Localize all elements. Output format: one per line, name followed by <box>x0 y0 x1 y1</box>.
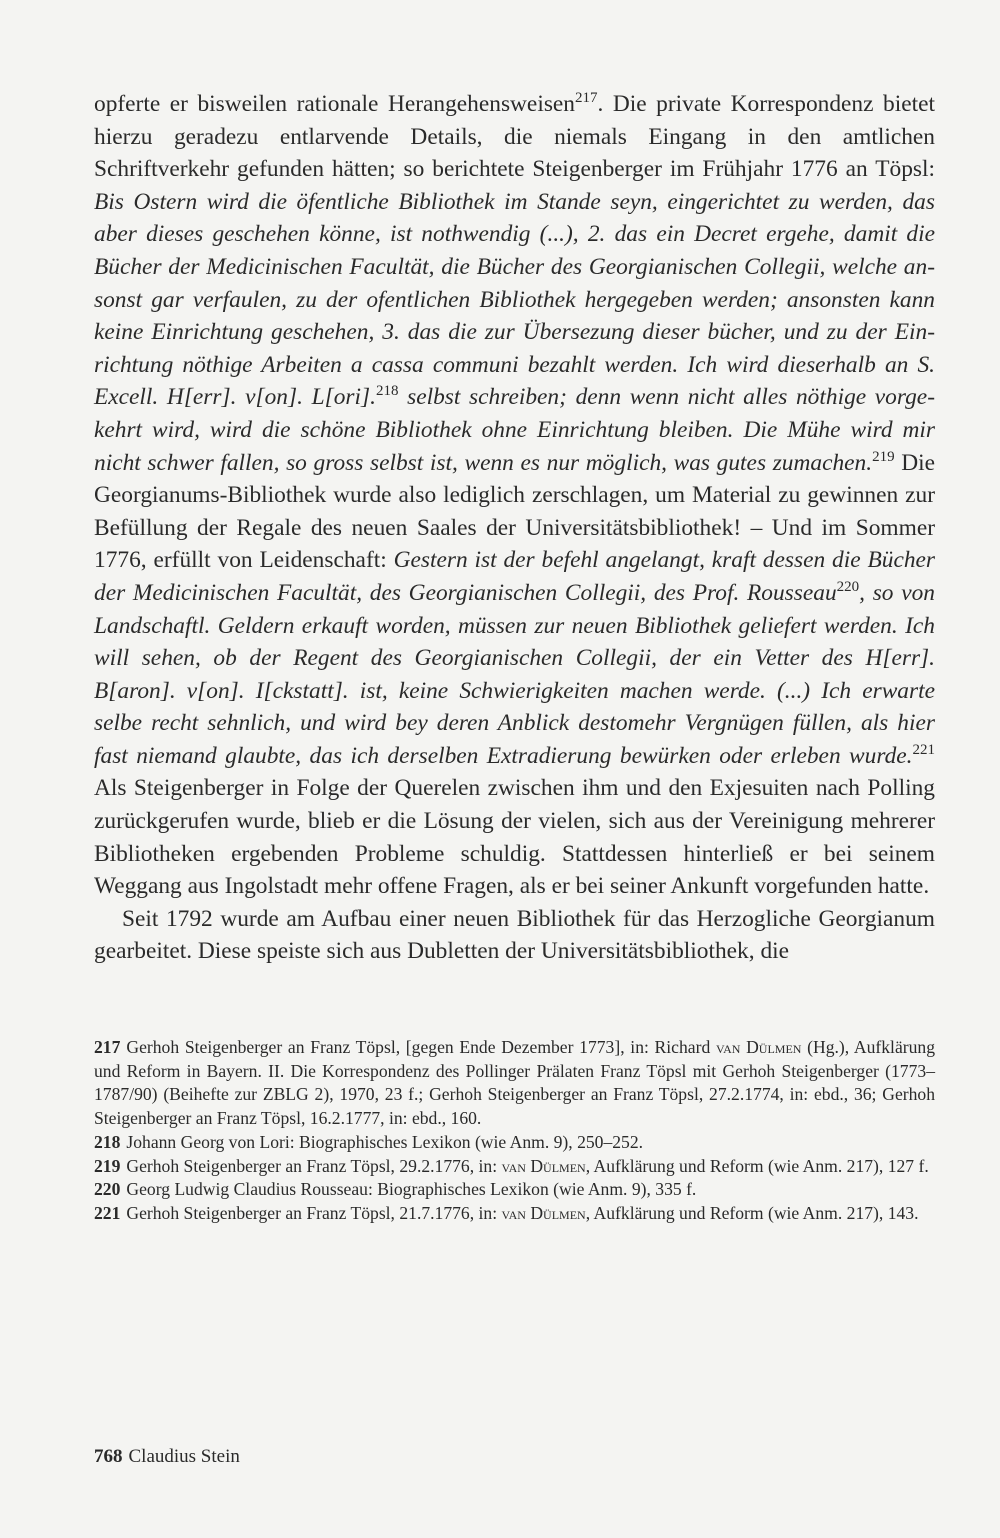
footnote-number: 217 <box>94 1037 121 1057</box>
footnote <box>94 1202 935 1226</box>
running-author: Claudius Stein <box>128 1446 240 1467</box>
footnote-ref-220[interactable]: 220 <box>836 578 860 595</box>
footnotes <box>94 1036 935 1226</box>
author-name: van Dülmen <box>501 1202 586 1223</box>
paragraph-1 <box>94 88 935 903</box>
author-name: van Dülmen <box>715 1037 802 1057</box>
footnote-text: Georg Ludwig Claudius Rousseau: Biographisches Lexikon (wie Anm. 9), 335 f. <box>126 1179 697 1200</box>
text-run: Als Steigenberger in Folge der Querelen zwischen ihm und den Exjesuiten nach Polling zurückgerufen wurde, blieb er die Lösung der vielen, sich aus der Vereinigung mehrerer Bibliotheken ergebenden Probleme schuldig. Stattdessen hinterließ er bei seinem Weggang aus Ingolstadt mehr offene Fragen, als er bei seiner Ankunft vorgefunden hatte. <box>94 775 935 900</box>
footnote-text: Gerhoh Steigenberger an Franz Töpsl, 21.7.1776, in: <box>126 1202 502 1223</box>
footnote-text: , Aufklärung und Reform (wie Anm. 217), 143. <box>585 1202 919 1223</box>
footnote-text: Gerhoh Steigenberger an Franz Töpsl, [gegen Ende Dezember 1773], in: Richard <box>126 1037 716 1057</box>
quotation: , so von Landschaftl. Geldern erkauft worden, müssen zur neuen Bibliothek geliefert werden. Ich will sehen, ob der Regent des Georgianischen Collegii, der ein Vetter des H[err]. B[aron]. v[on]. I[ckstatt]. ist, keine Schwierigkeiten machen werde. (...) Ich erwarte selbe recht sehnlich, und wird bey deren Anblick destomehr Vergnügen füllen, als hier fast niemand glaubte, das ich derselben Extradierung bewürken oder erleben wurde. <box>94 579 935 769</box>
footnote-ref-217[interactable]: 217 <box>575 90 598 106</box>
text-run: opferte er bisweilen rationale Herangehensweisen <box>94 91 575 117</box>
footnote-number: 218 <box>94 1131 121 1152</box>
footnote-number: 219 <box>94 1155 121 1176</box>
quotation: selbst schreiben; denn wenn nicht alles nöthige vorgekehrt wird, wird die schöne Bibliothek ohne Einrichtung bleiben. Die Mühe wird mir nicht schwer fallen, so gross selbst ist, wenn es nur möglich, was gutes zumachen. <box>94 384 935 476</box>
footnote <box>94 1036 935 1131</box>
footnote-ref-218[interactable]: 218 <box>375 383 399 400</box>
footnote <box>94 1155 935 1179</box>
paragraph-2: Seit 1792 wurde am Aufbau einer neuen Bibliothek für das Herzogliche Georgianum gearbeitet. Diese speiste sich aus Dubletten der Universitätsbibliothek, die <box>94 905 935 965</box>
footnote-ref-219[interactable]: 219 <box>872 448 895 465</box>
page-footer <box>94 1445 240 1469</box>
footnote-number: 221 <box>94 1202 121 1223</box>
text-run: Die Georgianums-Bibliothek wurde also lediglich zerschlagen, um Material zu gewinnen zur Befüllung der Regale des neuen Saales der Universitätsbibliothek! – Und im Sommer 1776, erfüllt von Leidenschaft: <box>94 449 935 574</box>
footnote <box>94 1178 935 1202</box>
footnote-text: Johann Georg von Lori: Biographisches Lexikon (wie Anm. 9), 250–252. <box>126 1131 644 1152</box>
quotation: Gestern ist der befehl angelangt, kraft dessen die Bücher der Medicinischen Facultät, des Georgianischen Collegii, des Prof. Rousseau <box>94 547 936 606</box>
footnote-text: , Aufklärung und Reform (wie Anm. 217), 127 f. <box>585 1155 929 1176</box>
footnote-ref-221[interactable]: 221 <box>912 741 935 758</box>
footnote <box>94 1131 935 1155</box>
author-name: van Dülmen <box>501 1155 586 1176</box>
text-run: . Die private Korrespondenz bietet hierzu geradezu entlarvende Details, die niemals Eingang in den amtlichen Schriftverkehr gefunden hätten; so berichtete Steigenberger im Frühjahr 1776 an Töpsl: <box>94 91 935 183</box>
main-text <box>94 88 935 968</box>
footnote-text: Gerhoh Steigenberger an Franz Töpsl, 29.2.1776, in: <box>126 1155 502 1176</box>
footnote-text: (Hg.), Aufklärung und Reform in Bayern. II. Die Korrespondenz des Pollinger Prälaten Franz Töpsl mit Gerhoh Steigenberger (1773–1787/90) (Beihefte zur ZBLG 2), 1970, 23 f.; Gerhoh Steigenberger an Franz Töpsl, 27.2.1774, in: ebd., 36; Gerhoh Steigenberger an Franz Töpsl, 16.2.1777, in: ebd., 160. <box>94 1037 935 1129</box>
quotation: Bis Ostern wird die öfentliche Bibliothek im Stande seyn, eingerichtet zu werden, das aber dieses geschehen könne, ist nothwendig (...), 2. das ein Decret ergehe, damit die Bücher der Medicinischen Facultät, die Bücher des Georgianischen Collegii, welche ansonst gar verfaulen, zu der ofentlichen Bibliothek hergegeben werden; ansonsten kann keine Einrichtung geschehen, 3. das die zur Übersezung dieser bücher, und zu der Einrichtung nöthige Arbeiten a cassa communi bezahlt werden. Ich wird dieserhalb an S. Excell. H[err]. v[on]. L[ori]. <box>94 188 935 411</box>
footnote-number: 220 <box>94 1179 121 1200</box>
page-number: 768 <box>94 1446 123 1467</box>
